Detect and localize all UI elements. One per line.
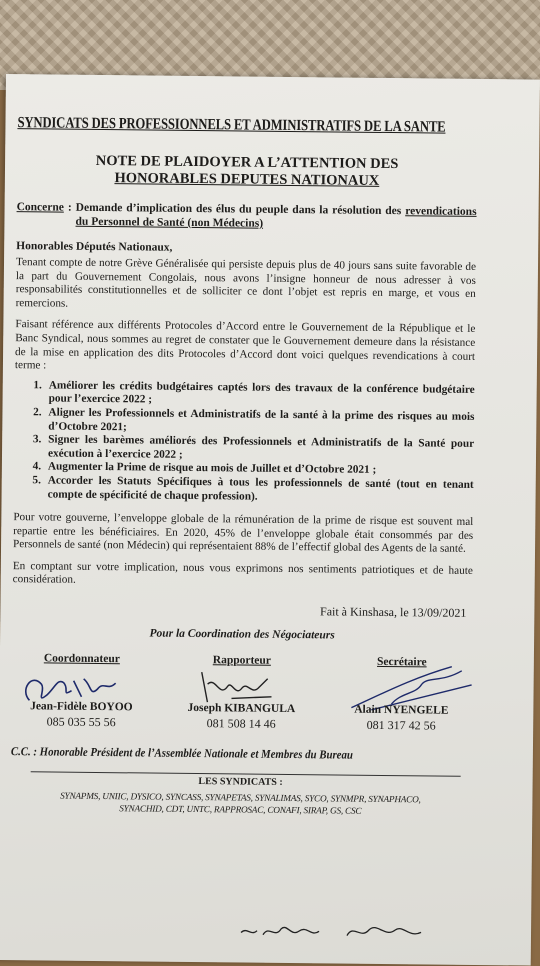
paragraph-4: En comptant sur votre implication, nous vous exprimons nos sentiments patriotiques et de haute considération. [12,559,473,587]
signatory-phone: 081 317 42 56 [366,717,436,733]
subject-text [75,201,476,233]
place-date: Fait à Kinshasa, le 13/09/2021 [319,604,467,620]
signatory-name: Joseph KIBANGULA [187,701,296,716]
subject-label [16,200,64,228]
signatory-role: Rapporteur [212,654,271,667]
signatory-role: Coordonnateur [43,652,120,666]
signatory-coordinator [11,652,152,733]
signatory-rapporteur [171,654,312,735]
subject-text-1: Demande d’implication des élus du peuple dans la résolution des [75,201,406,218]
subject-line [16,200,476,233]
demand-item: 4. Augmenter la Prime de risque au mois de Juillet et d’Octobre 2021 ; [44,461,474,479]
paragraph-3: Pour votre gouverne, l’enveloppe globale de la rémunération de la prime de risque est souvent mal repartie entre les bénéficiaires. En 2020, 45% de l’enveloppe globale était consommés par des Personnels de santé (non Médecin) qui représentaient 88% de l’effectif global des Agents de la santé. [13,511,474,556]
handwritten-note-icon [237,914,477,947]
paragraph-1: Tenant compte de notre Grève Généralisée qui persiste depuis plus de 40 jours sans suite favorable de la part du Gouvernement Congolais, nous avons l’insigne honneur de nous adresser à vos responsabilités constitutionnelles et de solliciter ce dont l’objet est repris en marge, et vous en remercions. [15,256,477,310]
cc-line: C.C. : Honorable Président de l’Assemblée Nationale et Membres du Bureau [10,744,353,762]
demand-item: 3. Signer les barèmes améliorés des Professionnels et Administratifs de la Santé pour exécution à l’exercice 2022 ; [44,434,474,466]
subject-text-2: revendications du Personnel de Santé (non Médecins) [75,205,477,230]
syndicats-line-1: SYNAPMS, UNIIC, DYSICO, SYNCASS, SYNAPETAS, SYNALIMAS, SYCO, SYNMPR, SYNAPHACO, [60,790,421,805]
syndicats-title: LES SYNDICATS : [198,776,283,788]
syndicats-line-2: SYNACHID, CDT, UNTC, RAPPROSAC, CONAFI, SIRAP, GS, CSC [119,803,362,816]
title-line-2: HONORABLES DEPUTES NATIONAUX [114,170,380,189]
salutation: Honorables Députés Nationaux, [16,240,173,254]
signatory-secretary [331,656,472,737]
coordination-line: Pour la Coordination des Négociateurs [149,627,335,642]
demand-item: 5. Accorder les Statuts Spécifiques à tous les professionnels de santé (tout en tenant compte de spécificité de chaque profession). [44,474,474,506]
signatory-name: Alain NYENGELE [354,703,449,717]
demand-item: 1. Améliorer les crédits budgétaires captés lors des travaux de la conférence budgétaire pour l’exercice 2022 ; [45,379,475,411]
demand-item: 2. Aligner les Professionnels et Administratifs de la santé à la prime des risques au mois d’Octobre 2021; [44,406,474,438]
demands-list [14,379,475,506]
note-title [17,152,477,191]
signatures-block [11,652,472,737]
subject-separator: : [67,201,72,214]
title-line-1: NOTE DE PLAIDOYER A L’ATTENTION DES [95,152,399,173]
signatory-role: Secrétaire [377,655,427,669]
signatory-phone: 085 035 55 56 [46,714,116,730]
syndicats-list [10,789,470,818]
paragraph-2: Faisant référence aux différents Protocoles d’Accord entre le Gouvernement de la République et le Banc Syndical, nous sommes au regret de constater que le Gouvernement demeure dans la résistance de la mise en application des dits Protocoles d’Accord dont voici quelques revendications à court terme : [14,318,476,372]
subject-label-text: Concerne [16,201,64,214]
document-sheet [0,74,540,966]
document-content [10,114,477,818]
signatory-name: Jean-Fidèle BOYOO [30,700,133,714]
organization-header: SYNDICATS DES PROFESSIONNELS ET ADMINISTRATIFS DE LA SANTE [17,114,446,136]
signatory-phone: 081 508 14 46 [206,716,276,731]
